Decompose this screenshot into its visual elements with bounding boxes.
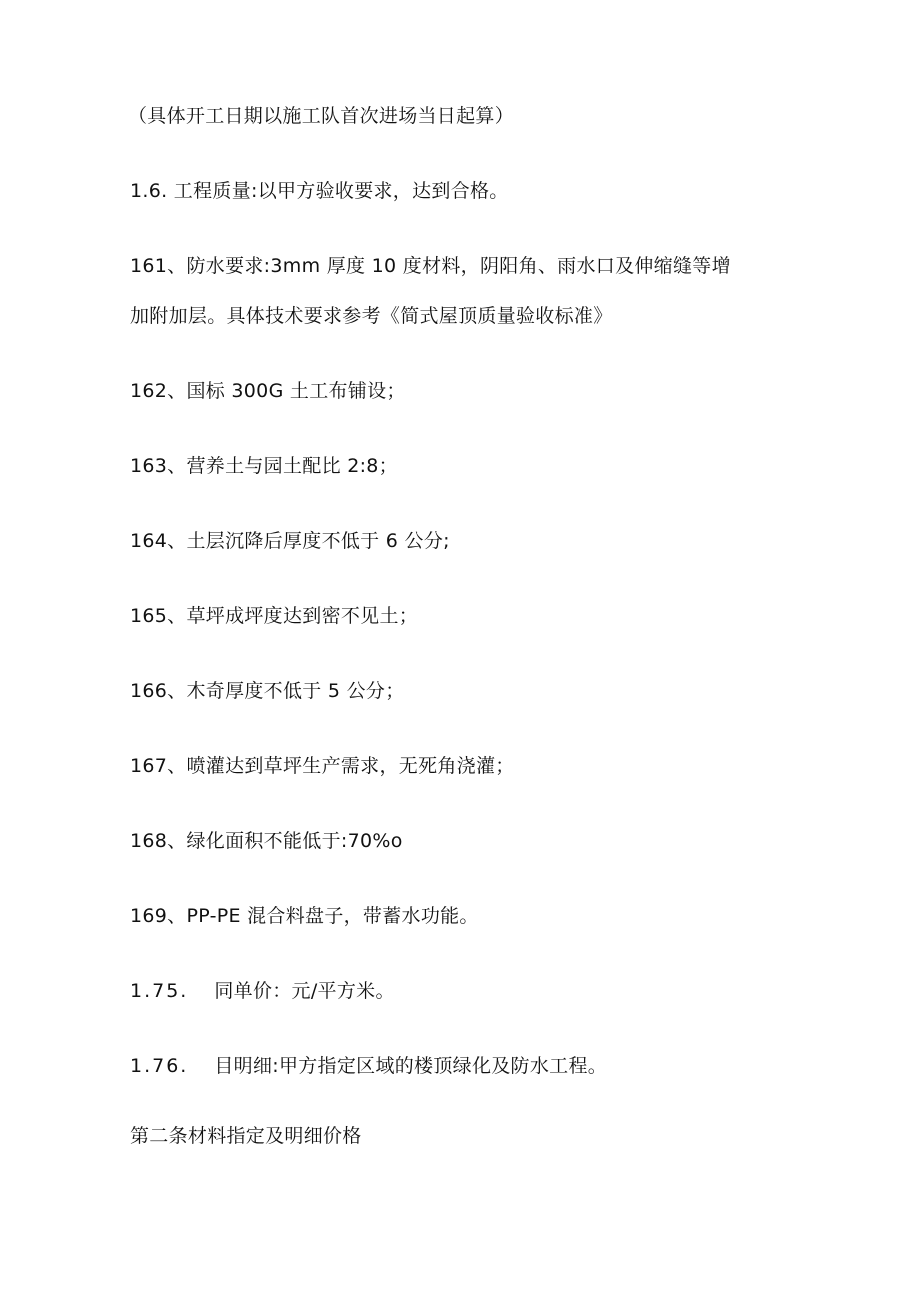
clause-175-unit-price xyxy=(130,978,395,1004)
clause-text: 同单价：元/平方米。 xyxy=(214,980,395,1002)
section-heading-article-2: 第二条材料指定及明细价格 xyxy=(130,1125,362,1147)
clause-number: 1.76. xyxy=(130,1055,189,1077)
clause-164-soil-thickness: 164、土层沉降后厚度不低于 6 公分; xyxy=(130,530,450,552)
clause-161-waterproof: 161、防水要求:3mm 厚度 10 度材料，阴阳角、雨水口及伸缩缝等增 xyxy=(130,255,731,277)
clause-161-continuation: 加附加层。具体技术要求参考《简式屋顶质量验收标准》 xyxy=(130,305,613,327)
clause-176-details xyxy=(130,1053,607,1079)
clause-169-tray: 169、PP-PE 混合料盘子，带蓄水功能。 xyxy=(130,905,479,927)
clause-167-irrigation: 167、喷灌达到草坪生产需求，无死角浇灌； xyxy=(130,755,515,777)
clause-number: 1.75. xyxy=(130,980,189,1002)
start-date-note: （具体开工日期以施工队首次进场当日起算） xyxy=(128,105,515,127)
clause-166-thickness: 166、木奇厚度不低于 5 公分； xyxy=(130,680,405,702)
clause-quality: 1.6. 工程质量:以甲方验收要求，达到合格。 xyxy=(130,180,509,202)
clause-163-soil-ratio: 163、营养土与园土配比 2:8； xyxy=(130,455,398,477)
clause-165-lawn: 165、草坪成坪度达到密不见土； xyxy=(130,605,419,627)
clause-text: 目明细:甲方指定区域的楼顶绿化及防水工程。 xyxy=(214,1055,608,1077)
clause-162-geotextile: 162、国标 300G 土工布铺设； xyxy=(130,380,406,402)
clause-168-green-area: 168、绿化面积不能低于:70%o xyxy=(130,830,403,852)
